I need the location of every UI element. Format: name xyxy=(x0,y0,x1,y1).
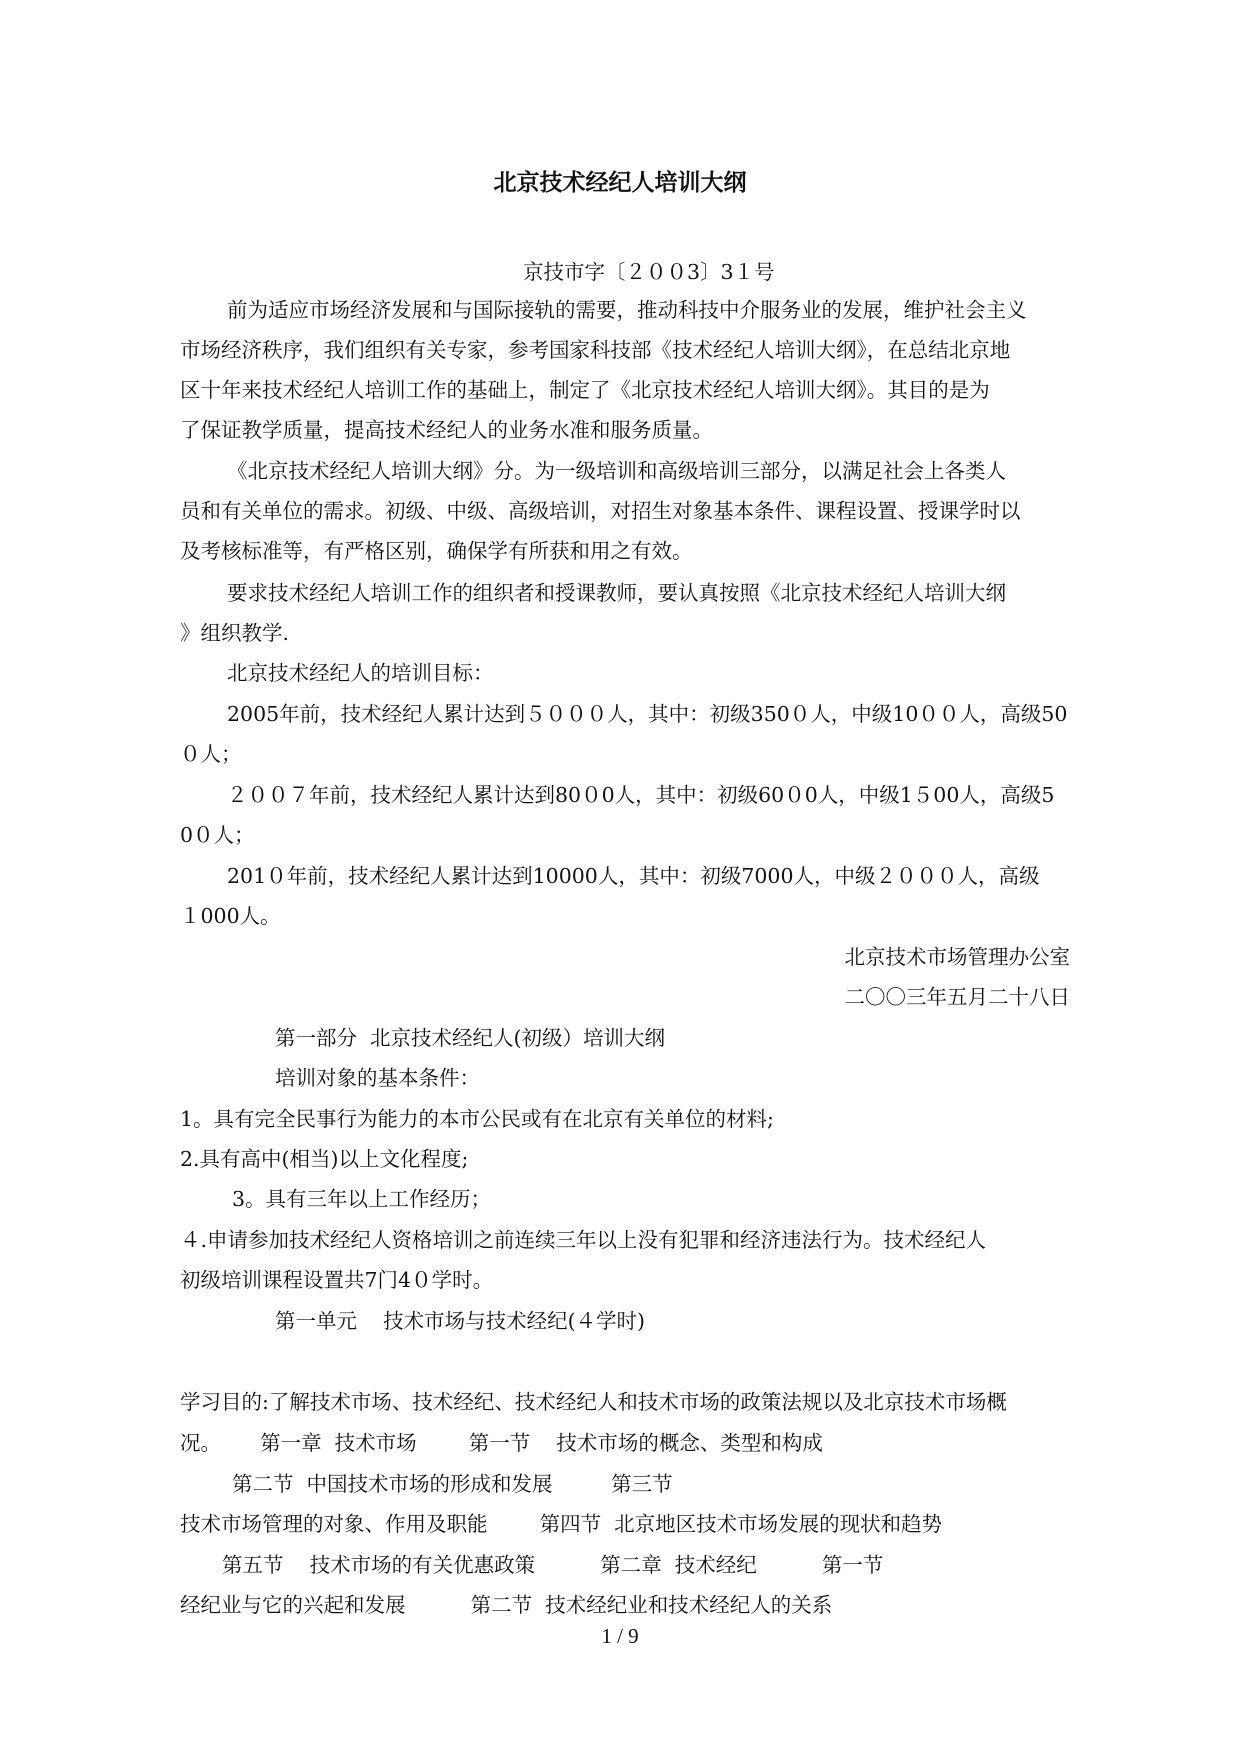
toc-line3: 第五节 技术市场的有关优惠政策 第二章 技术经纪 第一节 xyxy=(222,1553,884,1577)
toc-line4: 经纪业与它的兴起和发展 第二节 技术经纪业和技术经纪人的关系 xyxy=(180,1593,833,1617)
intro-p2-line1: 《北京技术经纪人培训大纲》分。为一级培训和高级培训三部分，以满足社会上各类人 xyxy=(227,459,1006,483)
learning-goal-line2: 况。 第一章 技术市场 第一节 技术市场的概念、类型和构成 xyxy=(180,1431,823,1455)
intro-p1-line4: 了保证教学质量，提高技术经纪人的业务水准和服务质量。 xyxy=(180,418,713,442)
condition-1: 1。具有完全民事行为能力的本市公民或有在北京有关单位的材料; xyxy=(180,1107,774,1131)
intro-p1-line1: 前为适应市场经济发展和与国际接轨的需要，推动科技中介服务业的发展，维护社会主义 xyxy=(227,298,1027,322)
issuer: 北京技术市场管理办公室 xyxy=(844,945,1070,969)
goal-2007-line1: ２００７年前，技术经纪人累计达到80０0人，其中：初级60０0人，中级1５00人，高级5 xyxy=(227,783,1055,807)
toc-line2: 技术市场管理的对象、作用及职能 第四节 北京地区技术市场发展的现状和趋势 xyxy=(180,1512,943,1536)
intro-p1-line2: 市场经济秩序，我们组织有关专家，参考国家科技部《技术经纪人培训大纲》，在总结北京地 xyxy=(180,338,1011,362)
goal-2005-line1: 2005年前，技术经纪人累计达到５０００人，其中：初级350０人，中级10００人，高级50 xyxy=(227,702,1068,726)
intro-p2-line2: 员和有关单位的需求。初级、中级、高级培训，对招生对象基本条件、课程设置、授课学时以 xyxy=(180,499,1021,523)
doc-number: 京技市字〔２００3〕3１号 xyxy=(523,260,775,284)
goal-heading: 北京技术经纪人的培训目标： xyxy=(227,661,494,685)
document-title: 北京技术经纪人培训大纲 xyxy=(493,170,747,196)
part1-heading: 第一部分 北京技术经纪人(初级）培训大纲 xyxy=(275,1026,666,1050)
condition-4-line2: 初级培训课程设置共7门4０学时。 xyxy=(180,1268,494,1292)
toc-line1: 第二节 中国技术市场的形成和发展 第三节 xyxy=(232,1472,673,1496)
conditions-heading: 培训对象的基本条件： xyxy=(275,1066,480,1090)
condition-3: 3。具有三年以上工作经历； xyxy=(232,1187,492,1211)
issue-date: 二〇〇三年五月二十八日 xyxy=(844,985,1070,1009)
intro-p2-line3: 及考核标准等，有严格区别，确保学有所获和用之有效。 xyxy=(180,539,693,563)
condition-4-line1: ４.申请参加技术经纪人资格培训之前连续三年以上没有犯罪和经济违法行为。技术经纪人 xyxy=(180,1228,987,1252)
learning-goal-line1: 学习目的:了解技术市场、技术经纪、技术经纪人和技术市场的政策法规以及北京技术市场概 xyxy=(180,1390,1007,1414)
goal-2010-line2: １000人。 xyxy=(180,904,281,928)
intro-p3-line1: 要求技术经纪人培训工作的组织者和授课教师，要认真按照《北京技术经纪人培训大纲 xyxy=(227,581,1006,605)
unit1-heading: 第一单元 技术市场与技术经纪(４学时) xyxy=(275,1309,646,1333)
intro-p3-line2: 》组织教学. xyxy=(180,621,290,645)
intro-p1-line3: 区十年来技术经纪人培训工作的基础上，制定了《北京技术经纪人培训大纲》。其目的是为 xyxy=(180,378,990,402)
goal-2005-line2: ０人； xyxy=(180,742,242,766)
condition-2: 2.具有高中(相当)以上文化程度; xyxy=(180,1147,469,1171)
goal-2010-line1: 201０年前，技术经纪人累计达到10000人，其中：初级7000人，中级２０００人，高级 xyxy=(227,864,1040,888)
goal-2007-line2: 0０人； xyxy=(180,823,255,847)
page-number: 1 / 9 xyxy=(601,1624,639,1648)
